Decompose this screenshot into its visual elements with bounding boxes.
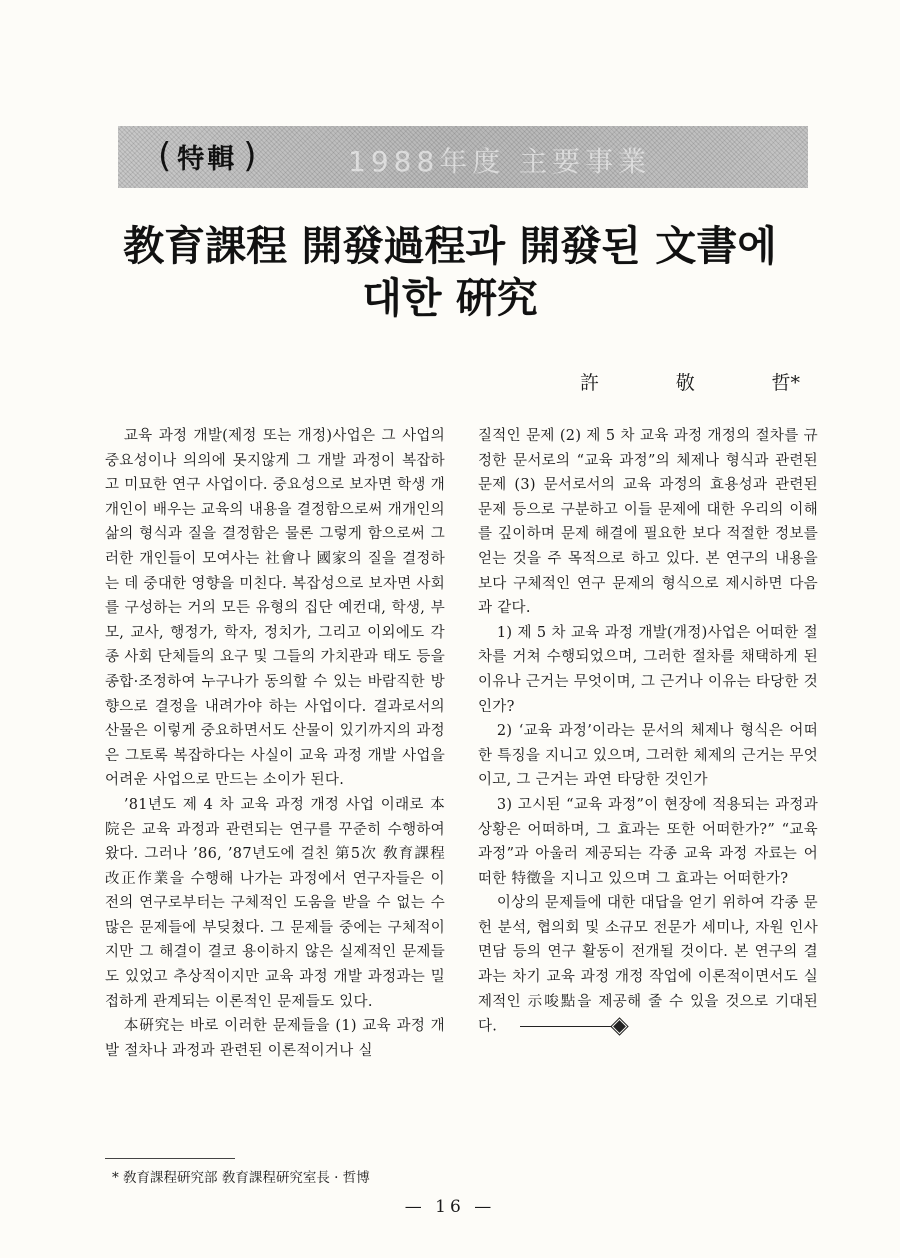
section-banner: [118, 126, 808, 188]
banner-label-text: 特輯: [177, 143, 238, 175]
banner-faded-text: 1988年度 主要事業: [348, 145, 652, 178]
paragraph-final: [478, 891, 818, 1039]
footnote: * 敎育課程硏究部 敎育課程硏究室長 · 哲博: [112, 1170, 370, 1186]
author-name: [580, 368, 800, 395]
footnote-rule: [105, 1158, 235, 1159]
left-column: [105, 424, 445, 1063]
page-number: — 16 —: [404, 1197, 496, 1217]
paragraph: 질적인 문제 (2) 제 5 차 교육 과정 개정의 절차를 규정한 문서로의 “교육 과정”의 체제나 형식과 관련된 문제 (3) 문서로서의 교육 과정의 효용성과 관련된 문제 등으로 구분하고 이들 문제에 대한 우리의 이해를 깊이하며 문제 해결에 필요한 보다 적절한 정보를 얻는 것을 주 목적으로 하고 있다. 본 연구의 내용을 보다 구체적인 연구 문제의 형식으로 제시하면 다음과 같다.: [478, 428, 818, 617]
paragraph: ’81년도 제 4 차 교육 과정 개정 사업 이래로 本院은 교육 과정과 관련되는 연구를 꾸준히 수행하여 왔다. 그러나 ’86, ’87년도에 걸친 第5次 敎育課程 改正作業을 수행해 나가는 과정에서 연구자들은 이전의 연구로부터는 구체적인 도움을 받을 수 없는 수많은 문제들에 부딪쳤다. 그 문제들 중에는 구체적이지만 그 해결이 결코 용이하지 않은 실제적인 문제들도 있었고 추상적이지만 교육 과정 개발 과정과는 밀접하게 관계되는 이론적인 문제들도 있다.: [105, 796, 445, 1010]
research-question-2: 2) ‘교육 과정’이라는 문서의 체제나 형식은 어떠한 특징을 지니고 있으며, 그러한 체제의 근거는 무엇이고, 그 근거는 과연 타당한 것인가: [478, 723, 818, 789]
article-title-line1: 教育課程 開發過程과 開發된 文書에: [123, 222, 777, 270]
paragraph: 교육 과정 개발(제정 또는 개정)사업은 그 사업의 중요성이나 의의에 못지않게 그 개발 과정이 복잡하고 미묘한 연구 사업이다. 중요성으로 보자면 학생 개개인이 배우는 교육의 내용을 결정함으로써 개개인의 삶의 형식과 질을 결정함은 물론 그렇게 함으로써 그러한 개인들이 모여사는 社會나 國家의 질을 결정하는 데 중대한 영향을 미친다. 복잡성으로 보자면 사회를 구성하는 거의 모든 유형의 집단 예컨대, 학생, 부모, 교사, 행정가, 학자, 정치가, 그리고 이외에도 각종 사회 단체들의 요구 및 그들의 가치관과 태도 등을 종합·조정하여 누구나가 동의할 수 있는 바람직한 방향으로 결정을 내려가야 하는 사업이다. 결과로서의 산물은 이렇게 중요하면서도 산물이 있기까지의 과정은 그토록 복잡하다는 사실이 교육 과정 개발 사업을 어려운 사업으로 만드는 소이가 된다.: [105, 428, 445, 789]
research-question-1: 1) 제 5 차 교육 과정 개발(개정)사업은 어떠한 절차를 거쳐 수행되었으며, 그러한 절차를 채택하게 된 이유나 근거는 무엇이며, 그 근거나 이유는 타당한 것인가?: [478, 624, 818, 715]
author-char-2: 敬: [675, 372, 695, 394]
right-column: [478, 424, 818, 1039]
author-char-3: 哲*: [771, 372, 800, 394]
end-mark-icon: [501, 1014, 624, 1039]
research-question-3: 3) 고시된 “교육 과정”이 현장에 적용되는 과정과 상황은 어떠하며, 그 효과는 또한 어떠한가?” “교육 과정”과 아울러 제공되는 각종 교육 과정 자료는 어떠한 特徵을 지니고 있으며 그 효과는 어떠한가?: [478, 796, 818, 887]
author-char-1: 許: [580, 372, 600, 394]
final-text: 이상의 문제들에 대한 대답을 얻기 위하여 각종 문헌 분석, 협의회 및 소규모 전문가 세미나, 자원 인사 면담 등의 연구 활동이 전개될 것이다. 본 연구의 결과는 차기 교육 과정 개정 작업에 이론적이면서도 실제적인 示唆點을 제공해 줄 수 있을 것으로 기대된다.: [478, 895, 818, 1035]
article-title-line2: 대한 硏究: [362, 274, 538, 322]
open-paren-glyph: (: [158, 136, 172, 176]
close-paren-glyph: ): [243, 136, 257, 176]
paragraph: 本硏究는 바로 이러한 문제들을 (1) 교육 과정 개발 절차나 과정과 관련된 이론적이거나 실: [105, 1018, 445, 1059]
banner-label: [158, 138, 257, 174]
